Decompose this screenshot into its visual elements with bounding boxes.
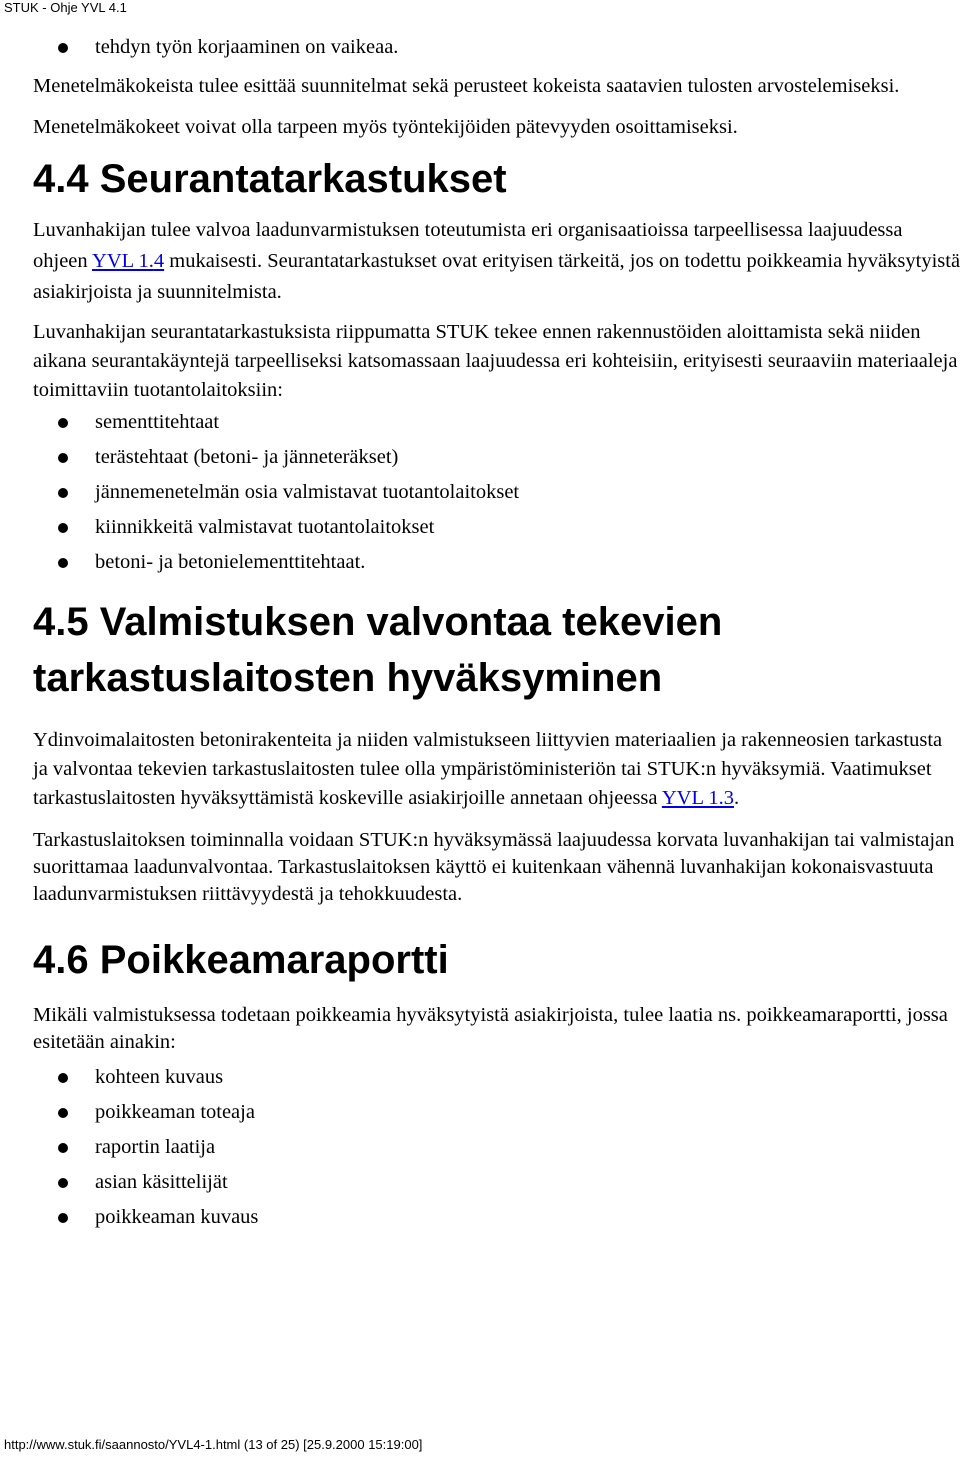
bullet-icon	[58, 1073, 68, 1083]
paragraph: Tarkastuslaitoksen toiminnalla voidaan STUK:n hyväksymässä laajuudessa korvata luvanhakijan tai valmistajan suorittamaa laadunvalvontaa. Tarkastuslaitoksen käyttö ei kuitenkaan vähennä luvanhakijan kokonaisvastuuta laadunvarmistuksen riittävyydestä ja tehokkuudesta.	[33, 829, 955, 905]
list-item: kohteen kuvaus	[33, 1064, 960, 1099]
list-item: jännemenetelmän osia valmistavat tuotantolaitokset	[33, 479, 960, 514]
bullet-icon	[58, 1108, 68, 1118]
materials-bullet-list	[33, 409, 960, 584]
list-item: poikkeaman kuvaus	[33, 1204, 960, 1239]
bullet-icon	[58, 43, 68, 53]
link-yvl-1-4[interactable]: YVL 1.	[92, 250, 154, 272]
list-item: kiinnikkeitä valmistavat tuotantolaitokset	[33, 514, 960, 549]
link-yvl-1-4-part[interactable]: 4	[153, 250, 165, 272]
paragraph: Menetelmäkokeista tulee esittää suunnitelmat sekä perusteet kokeista saatavien tulosten arvostelemiseksi.	[33, 75, 900, 97]
list-item: sementtitehtaat	[33, 409, 960, 444]
list-item: terästehtaat (betoni- ja jänneteräkset)	[33, 444, 960, 479]
bullet-icon	[58, 418, 68, 428]
bullet-icon	[58, 558, 68, 568]
section-heading-4-5: 4.5 Valmistuksen valvontaa tekevien tarkastuslaitosten hyväksyminen	[33, 600, 723, 700]
report-bullet-list	[33, 1064, 960, 1239]
bullet-icon	[58, 1178, 68, 1188]
document-body	[33, 34, 960, 1253]
bullet-icon	[58, 488, 68, 498]
paragraph: Ydinvoimalaitosten betonirakenteita ja niiden valmistukseen liittyvien materiaalien ja rakenneosien tarkastusta ja valvontaa tekevien tarkastuslaitosten tulee olla ympäristöministeriön tai STUK:n hyväksymiä. Vaatimukset tarkastuslaitosten hyväksyttämistä koskeville asiakirjoille annetaan ohjeessa YVL 1.3.	[33, 729, 943, 809]
bullet-icon	[58, 523, 68, 533]
list-item: raportin laatija	[33, 1134, 960, 1169]
top-bullet-list	[33, 34, 960, 69]
list-item: poikkeaman toteaja	[33, 1099, 960, 1134]
paragraph: Luvanhakijan seurantatarkastuksista riippumatta STUK tekee ennen rakennustöiden aloittamista sekä niiden aikana seurantakäyntejä tarpeelliseksi katsomassaan laajuudessa eri kohteisiin, erityisesti seuraaviin materiaaleja toimittaviin tuotantolaitoksiin:	[33, 321, 958, 401]
link-yvl-1-3[interactable]: YVL 1.3	[661, 787, 734, 809]
paragraph: Luvanhakijan tulee valvoa laadunvarmistuksen toteutumista eri organisaatioissa tarpeellisessa laajuudessa ohjeen YVL 1.4 mukaisesti. Seurantatarkastukset ovat erityisen tärkeitä, jos on todettu poikkeamia hyväksytyistä asiakirjoista ja suunnitelmista.	[33, 219, 960, 303]
paragraph: Menetelmäkokeet voivat olla tarpeen myös työntekijöiden pätevyyden osoittamiseksi.	[33, 116, 738, 138]
page-footer-url: http://www.stuk.fi/saannosto/YVL4-1.html (13 of 25) [25.9.2000 15:19:00]	[4, 1437, 423, 1452]
list-item: tehdyn työn korjaaminen on vaikeaa.	[33, 34, 960, 69]
paragraph: Mikäli valmistuksessa todetaan poikkeamia hyväksytyistä asiakirjoista, tulee laatia ns. poikkeamaraportti, jossa esitetään ainakin:	[33, 1004, 948, 1053]
bullet-icon	[58, 1213, 68, 1223]
bullet-icon	[58, 1143, 68, 1153]
list-item: betoni- ja betonielementtitehtaat.	[33, 549, 960, 584]
list-item: asian käsittelijät	[33, 1169, 960, 1204]
section-heading-4-6: 4.6 Poikkeamaraportti	[33, 938, 449, 982]
page-header-title: STUK - Ohje YVL 4.1	[4, 0, 127, 15]
section-heading-4-4: 4.4 Seurantatarkastukset	[33, 157, 507, 201]
bullet-icon	[58, 453, 68, 463]
